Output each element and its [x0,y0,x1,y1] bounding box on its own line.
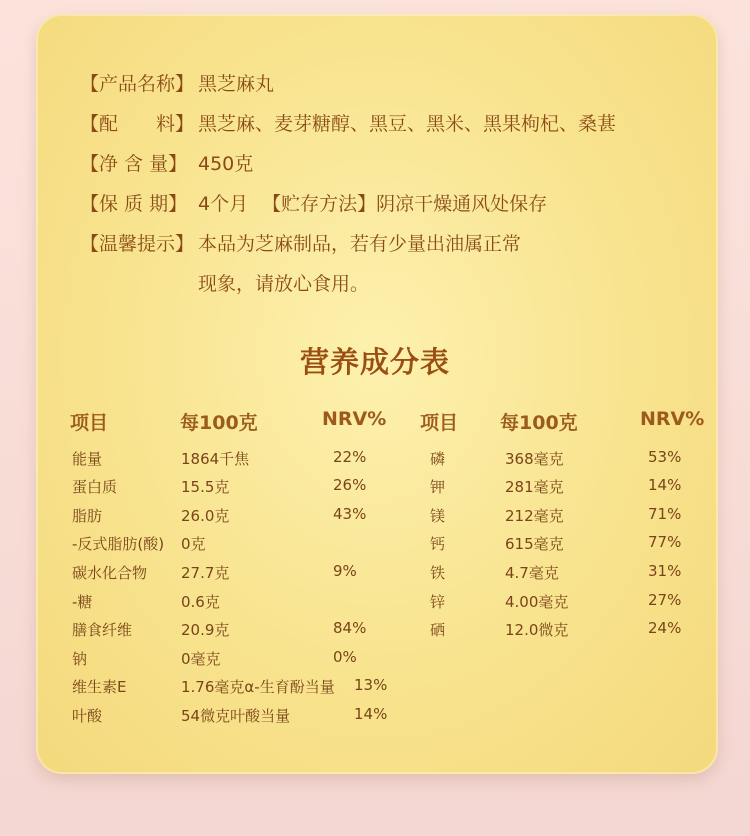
left-row-9-value: 54微克叶酸当量 [181,707,291,725]
right-row-0-value: 368毫克 [505,450,564,468]
net-content-label: 【净 含 量】 [80,153,188,175]
left-row-2-nrv: 43% [333,505,367,523]
left-header-per100: 每100克 [180,412,258,434]
right-row-3-value: 615毫克 [505,535,564,553]
left-row-9-nrv: 14% [354,705,388,723]
nutrition-table-title: 营养成分表 [299,345,450,379]
shelf-life-row [80,192,547,216]
product-name-label: 【产品名称】 [80,73,195,95]
left-row-0-value: 1864千焦 [181,450,250,468]
left-header-nrv: NRV% [322,408,387,430]
left-header-item: 项目 [70,412,109,434]
right-row-1-value: 281毫克 [505,478,564,496]
tip-label: 【温馨提示】 [80,233,195,255]
tip-line-1: 本品为芝麻制品，若有少量出油属正常 [198,233,522,255]
right-header-nrv: NRV% [640,408,705,430]
left-row-3-item: -反式脂肪(酸) [72,535,165,553]
left-row-1-nrv: 26% [333,476,367,494]
right-row-4-item: 铁 [430,564,446,582]
product-name-value: 黑芝麻丸 [198,73,275,95]
right-row-5-nrv: 27% [648,591,682,609]
shelf-life-label: 【保 质 期】 [80,193,188,215]
right-row-1-nrv: 14% [648,476,682,494]
right-row-4-value: 4.7毫克 [505,564,559,582]
right-row-6-item: 硒 [430,621,446,639]
right-header-per100: 每100克 [500,412,578,434]
left-row-5-value: 0.6克 [181,593,220,611]
shelf-life-value: 4个月 [198,193,249,215]
right-row-3-item: 钙 [430,535,446,553]
left-row-4-nrv: 9% [333,562,357,580]
right-row-0-nrv: 53% [648,448,682,466]
tip-line-2: 现象，请放心食用。 [198,273,370,295]
right-row-5-value: 4.00毫克 [505,593,569,611]
right-header-item: 项目 [420,412,459,434]
left-row-7-item: 钠 [72,650,88,668]
left-row-0-item: 能量 [72,450,103,468]
left-row-2-value: 26.0克 [181,507,230,525]
left-row-0-nrv: 22% [333,448,367,466]
tip-row [80,232,521,256]
right-row-0-item: 磷 [430,450,446,468]
right-row-3-nrv: 77% [648,533,682,551]
left-row-7-value: 0毫克 [181,650,221,668]
ingredients-label: 【配 料】 [80,113,195,135]
right-row-4-nrv: 31% [648,562,682,580]
left-row-7-nrv: 0% [333,648,357,666]
right-row-6-nrv: 24% [648,619,682,637]
right-row-5-item: 锌 [430,593,446,611]
left-row-8-nrv: 13% [354,676,388,694]
left-row-5-item: -糖 [72,593,93,611]
right-row-2-item: 镁 [430,507,446,525]
right-row-1-item: 钾 [430,478,446,496]
net-content-value: 450克 [198,153,254,175]
left-row-6-item: 膳食纤维 [72,621,133,639]
left-row-1-value: 15.5克 [181,478,230,496]
left-row-4-value: 27.7克 [181,564,230,582]
ingredients-value: 黑芝麻、麦芽糖醇、黑豆、黑米、黑果枸杞、桑葚 [198,113,617,135]
right-row-2-value: 212毫克 [505,507,564,525]
left-row-1-item: 蛋白质 [72,478,118,496]
net-content-row [80,152,253,176]
right-row-2-nrv: 71% [648,505,682,523]
left-row-8-item: 维生素E [72,678,127,696]
left-row-3-value: 0克 [181,535,206,553]
right-row-6-value: 12.0微克 [505,621,569,639]
product-name-row [80,72,274,96]
storage-label: 【贮存方法】 [262,193,377,215]
left-row-4-item: 碳水化合物 [72,564,148,582]
left-row-2-item: 脂肪 [72,507,103,525]
storage-value: 阴凉干燥通风处保存 [376,193,548,215]
left-row-6-nrv: 84% [333,619,367,637]
ingredients-row [80,112,616,136]
left-row-8-value: 1.76毫克α-生育酚当量 [181,678,335,696]
left-row-6-value: 20.9克 [181,621,230,639]
left-row-9-item: 叶酸 [72,707,103,725]
